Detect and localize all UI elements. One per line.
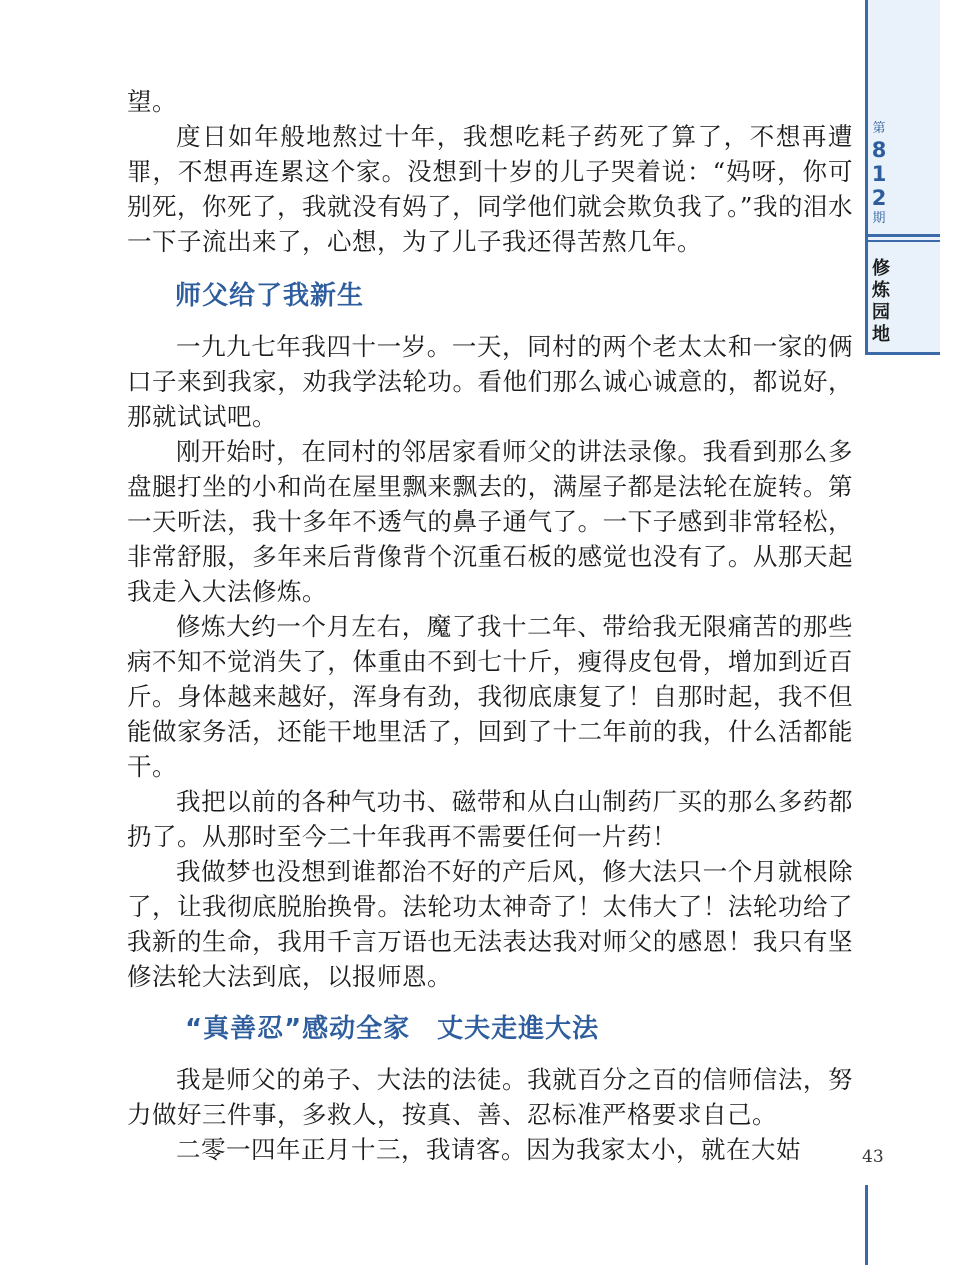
paragraph: 我把以前的各种气功书、磁带和从白山制药厂买的那么多药都扔了。从那时至今二十年我再不需要任何一片药！ (127, 787, 853, 851)
section-heading: “真善忍”感动全家 丈夫走進大法 (185, 1014, 600, 1044)
issue-suffix: 期 (872, 211, 886, 226)
issue-digit: 2 (871, 186, 887, 210)
column-label-char: 修 (872, 258, 890, 279)
page-number: 43 (862, 1147, 884, 1167)
paragraph: 一九九七年我四十一岁。一天，同村的两个老太太和一家的俩口子来到我家，劝我学法轮功。看他们那么诚心诚意的，都说好，那就试试吧。 (127, 332, 853, 431)
column-label-char: 地 (872, 324, 890, 345)
sidebar-rule (867, 234, 940, 237)
issue-number (867, 120, 891, 228)
sidebar-rule (867, 352, 940, 355)
column-label-char: 炼 (872, 280, 890, 301)
issue-digit: 1 (871, 162, 887, 186)
section-heading: 师父给了我新生 (175, 281, 365, 311)
paragraph: 我做梦也没想到谁都治不好的产后风，修大法只一个月就根除了，让我彻底脱胎换骨。法轮功太神奇了！太伟大了！法轮功给了我新的生命，我用千言万语也无法表达我对师父的感恩！我只有坚修法轮大法到底，以报师恩。 (127, 857, 853, 991)
paragraph: 修炼大约一个月左右，魔了我十二年、带给我无限痛苦的那些病不知不觉消失了，体重由不到七十斤，瘦得皮包骨，增加到近百斤。身体越来越好，浑身有劲，我彻底康复了！自那时起，我不但能做家务活，还能干地里活了，回到了十二年前的我，什么活都能干。 (127, 612, 853, 781)
column-label-char: 园 (872, 302, 890, 323)
sidebar-vertical-rule-lower (865, 1185, 868, 1265)
paragraph: 度日如年般地熬过十年，我想吃耗子药死了算了，不想再遭罪，不想再连累这个家。没想到十岁的儿子哭着说：“妈呀，你可别死，你死了，我就没有妈了，同学他们就会欺负我了。”我的泪水一下子流出来了，心想，为了儿子我还得苦熬几年。 (127, 122, 853, 256)
sidebar-rule (867, 240, 940, 242)
paragraph: 二零一四年正月十三，我请客。因为我家太小，就在大姑 (176, 1135, 801, 1164)
column-label (869, 258, 893, 346)
issue-digit: 8 (871, 138, 887, 162)
issue-prefix: 第 (872, 121, 886, 136)
paragraph: 刚开始时，在同村的邻居家看师父的讲法录像。我看到那么多盘腿打坐的小和尚在屋里飘来飘去的，满屋子都是法轮在旋转。第一天听法，我十多年不透气的鼻子通气了。一下子感到非常轻松，非常舒服，多年来后背像背个沉重石板的感觉也没有了。从那天起我走入大法修炼。 (127, 437, 853, 606)
paragraph: 我是师父的弟子、大法的法徒。我就百分之百的信师信法，努力做好三件事，多救人，按真、善、忍标准严格要求自己。 (127, 1065, 853, 1129)
paragraph: 望。 (127, 87, 177, 116)
article-body (127, 84, 853, 1167)
